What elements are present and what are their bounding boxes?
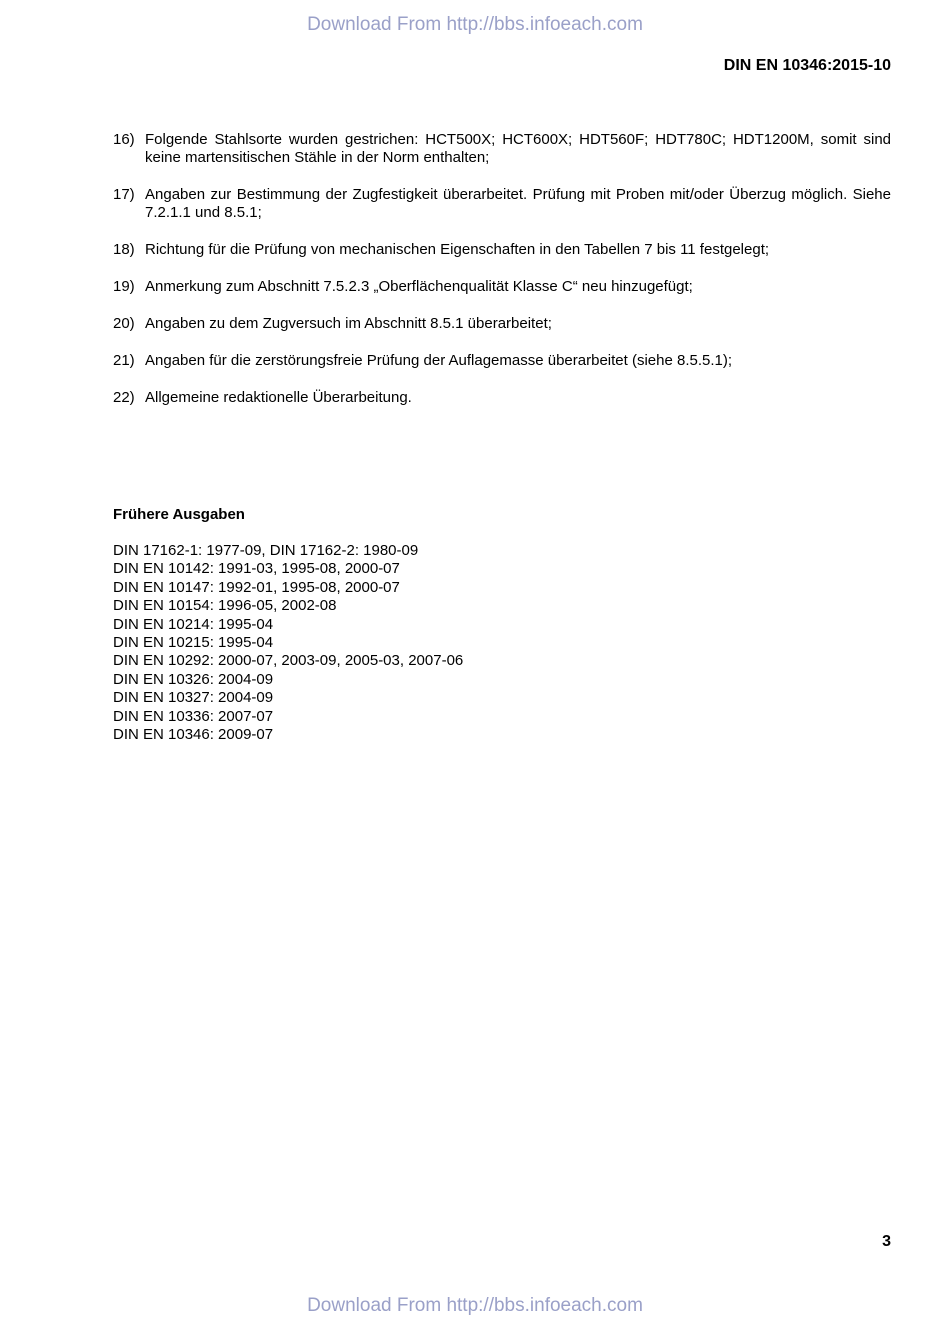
change-list [113,131,891,426]
item-text: Anmerkung zum Abschnitt 7.5.2.3 „Oberflächenqualität Klasse C“ neu hinzugefügt; [145,278,693,295]
edition-line: DIN EN 10336: 2007-07 [113,707,274,725]
edition-line: DIN 17162-1: 1977-09, DIN 17162-2: 1980-09 [113,542,419,559]
edition-line: DIN EN 10292: 2000-07, 2003-09, 2005-03, 2007-06 [113,652,464,670]
item-number: 21) [113,352,135,369]
item-text: Angaben für die zerstörungsfreie Prüfung der Auflagemasse überarbeitet (siehe 8.5.5.1); [145,352,733,369]
list-item [113,241,891,259]
document-id: DIN EN 10346:2015-10 [723,57,891,74]
item-number: 18) [113,241,135,258]
list-item [113,315,891,333]
list-item [113,352,891,370]
watermark-bottom: Download From http://bbs.infoeach.com [307,1295,643,1316]
item-number: 20) [113,315,135,332]
item-text: Angaben zu dem Zugversuch im Abschnitt 8.5.1 überarbeitet; [145,315,552,332]
edition-line: DIN EN 10214: 1995-04 [113,615,274,633]
edition-line: DIN EN 10327: 2004-09 [113,689,274,707]
edition-line: DIN EN 10215: 1995-04 [113,634,274,652]
item-number: 17) [113,186,135,203]
watermark-top: Download From http://bbs.infoeach.com [307,14,643,35]
previous-editions-list [113,542,463,744]
edition-line: DIN EN 10142: 1991-03, 1995-08, 2000-07 [113,560,400,578]
list-item [113,389,891,407]
item-number: 22) [113,389,135,406]
item-text: Folgende Stahlsorte wurden gestrichen: HCT500X; HCT600X; HDT560F; HDT780C; HDT1200M, somit sind keine martensitischen Stähle in der Norm enthalten; [145,131,891,166]
list-item [113,278,891,296]
previous-editions-heading: Frühere Ausgaben [113,506,245,523]
list-item [113,186,891,222]
item-number: 16) [113,131,135,148]
page-number: 3 [882,1233,891,1250]
edition-line: DIN EN 10154: 1996-05, 2002-08 [113,597,337,615]
edition-line: DIN EN 10346: 2009-07 [113,726,274,744]
item-text: Angaben zur Bestimmung der Zugfestigkeit überarbeitet. Prüfung mit Proben mit/oder Überzug möglich. Siehe 7.2.1.1 und 8.5.1; [145,186,891,221]
edition-line: DIN EN 10326: 2004-09 [113,670,274,688]
list-item [113,131,891,167]
item-text: Allgemeine redaktionelle Überarbeitung. [145,389,412,406]
item-text: Richtung für die Prüfung von mechanischen Eigenschaften in den Tabellen 7 bis 11 festgelegt; [145,241,770,258]
item-number: 19) [113,278,135,295]
edition-line: DIN EN 10147: 1992-01, 1995-08, 2000-07 [113,578,400,596]
